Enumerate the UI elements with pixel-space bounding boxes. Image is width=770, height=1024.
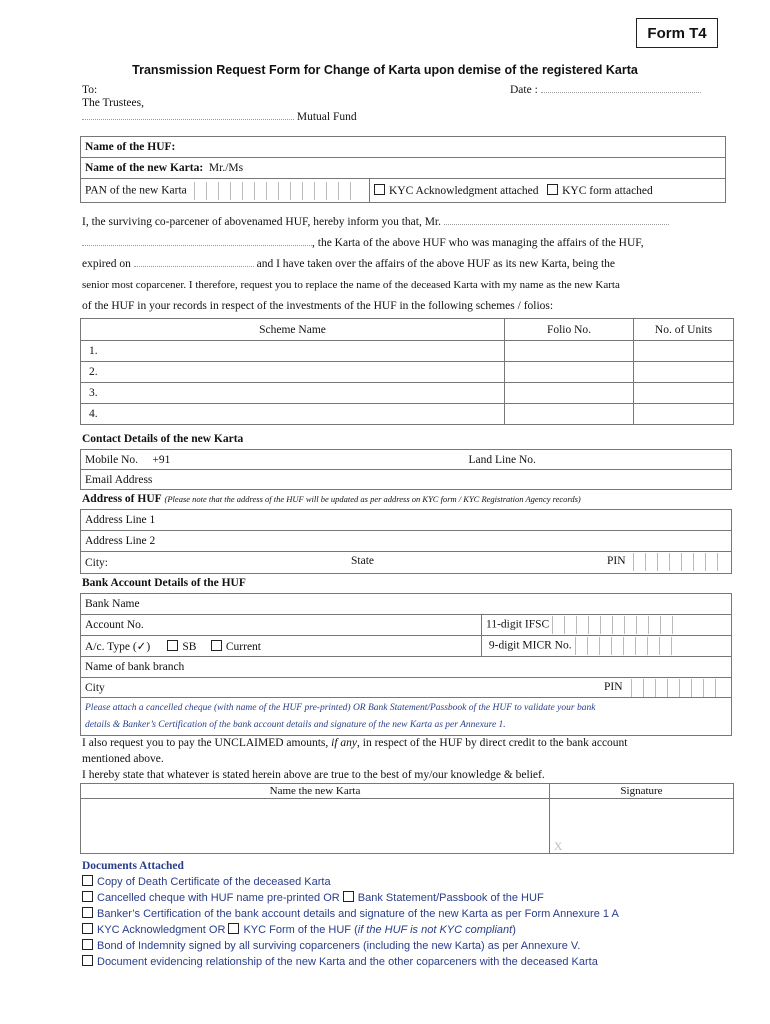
deceased-name-input-2[interactable]: [82, 245, 312, 246]
ac-type-label: A/c. Type (✓): [85, 641, 151, 653]
request-text-1b: , in respect of the HUF by direct credit to the bank account: [357, 737, 628, 749]
folio-cell[interactable]: [505, 341, 634, 362]
address-table: [80, 509, 732, 574]
bank-heading: Bank Account Details of the HUF: [82, 577, 246, 589]
branch-cell[interactable]: [81, 657, 732, 678]
city-label: City:: [85, 556, 109, 569]
email-label: Email Address: [85, 473, 153, 486]
new-karta-label: Name of the new Karta:: [85, 162, 204, 174]
micr-boxes[interactable]: [575, 637, 683, 655]
declaration-text-1: I, the surviving co-parcener of abovenamed HUF, hereby inform you that, Mr.: [82, 216, 441, 228]
pin-boxes[interactable]: [633, 553, 729, 571]
doc-checkbox[interactable]: [82, 923, 93, 934]
documents-section: [82, 858, 742, 970]
kyc-options-cell: [370, 179, 726, 203]
doc-label: KYC Acknowledgment OR: [97, 924, 226, 936]
scheme-row-number: 4.: [81, 404, 505, 425]
declaration-line-3: [82, 258, 615, 270]
signature-table: [80, 783, 734, 854]
address-note: (Please note that the address of the HUF will be updated as per address on KYC form / KYC Registration Agency records): [164, 494, 581, 504]
address-heading: Address of HUF: [82, 493, 162, 505]
doc-checkbox-alt[interactable]: [343, 891, 354, 902]
account-no-label: Account No.: [85, 619, 144, 631]
units-cell[interactable]: [634, 341, 734, 362]
bank-city-cell[interactable]: [81, 678, 732, 698]
mobile-code: +91: [152, 453, 171, 466]
document-item: [82, 922, 742, 938]
kyc-form-label: KYC form attached: [562, 185, 653, 197]
doc-label-end: ): [512, 924, 516, 936]
folio-header: Folio No.: [505, 319, 634, 341]
bank-city-label: City: [85, 681, 105, 694]
document-item: [82, 874, 742, 890]
document-item: [82, 954, 742, 970]
doc-label: Cancelled cheque with HUF name pre-printed OR: [97, 892, 340, 904]
request-text-1-em: if any: [331, 737, 358, 749]
document-item: [82, 906, 742, 922]
units-cell[interactable]: [634, 383, 734, 404]
doc-label: Document evidencing relationship of the new Karta and the other coparceners with the deceased Karta: [97, 956, 598, 968]
expired-date-input[interactable]: [134, 266, 254, 267]
address-line-2-cell[interactable]: [81, 531, 732, 552]
deceased-name-input[interactable]: [444, 224, 669, 225]
micr-label: 9-digit MICR No.: [488, 639, 572, 652]
scheme-row-number: 1.: [81, 341, 505, 362]
doc-checkbox[interactable]: [82, 955, 93, 966]
mutual-fund-label: Mutual Fund: [296, 111, 357, 123]
current-label: Current: [225, 641, 261, 653]
documents-heading: Documents Attached: [82, 860, 184, 872]
huf-name-cell[interactable]: [81, 137, 726, 158]
contact-heading: Contact Details of the new Karta: [82, 433, 244, 445]
form-title: Transmission Request Form for Change of Karta upon demise of the registered Karta: [132, 63, 638, 77]
request-line-3: I hereby state that whatever is stated herein above are true to the best of my/our knowledge & belief.: [82, 769, 545, 781]
bank-note-1: Please attach a cancelled cheque (with name of the HUF pre-printed) OR Bank Statement/Passbook of the HUF to validate your bank: [85, 702, 596, 713]
schemes-table: [80, 318, 734, 425]
kyc-ack-checkbox[interactable]: [374, 184, 385, 195]
branch-label: Name of bank branch: [85, 661, 185, 673]
declaration-text-2: , the Karta of the above HUF who was managing the affairs of the HUF,: [312, 237, 644, 249]
new-karta-cell[interactable]: [81, 158, 726, 179]
document-item: [82, 890, 742, 906]
units-header: No. of Units: [634, 319, 734, 341]
scheme-row[interactable]: [81, 404, 734, 425]
doc-label: Bond of Indemnity signed by all surviving coparceners (including the new Karta) as per Annexure V.: [97, 940, 581, 952]
date-label: Date :: [510, 84, 538, 96]
address-line-1-cell[interactable]: [81, 510, 732, 531]
doc-checkbox[interactable]: [82, 891, 93, 902]
current-checkbox[interactable]: [211, 640, 222, 651]
doc-checkbox-alt[interactable]: [228, 923, 239, 934]
pin-label: PIN: [607, 555, 626, 567]
bank-pin-label: PIN: [604, 681, 623, 693]
declaration-line-1: [82, 216, 669, 228]
signature-header: Signature: [550, 784, 734, 799]
request-text-1a: I also request you to pay the UNCLAIMED amounts,: [82, 737, 329, 749]
doc-label-alt: Bank Statement/Passbook of the HUF: [357, 892, 544, 904]
document-item: [82, 938, 742, 954]
city-state-pin-cell[interactable]: [81, 552, 732, 574]
declaration-line-2: [82, 237, 644, 249]
to-label: To:: [82, 84, 98, 96]
bank-name-cell[interactable]: [81, 594, 732, 615]
scheme-row[interactable]: [81, 383, 734, 404]
kyc-form-checkbox[interactable]: [547, 184, 558, 195]
date-field[interactable]: [510, 84, 701, 96]
landline-label: Land Line No.: [468, 453, 536, 466]
doc-label-em: if the HUF is not KYC compliant: [357, 924, 513, 936]
doc-checkbox[interactable]: [82, 875, 93, 886]
request-line-2: mentioned above.: [82, 753, 164, 765]
karta-name-input[interactable]: [81, 799, 550, 854]
address-heading-row: [82, 493, 581, 505]
huf-details-table: [80, 136, 726, 203]
folio-cell[interactable]: [505, 383, 634, 404]
new-karta-prefix: Mr./Ms: [208, 162, 244, 174]
date-input[interactable]: [541, 92, 701, 93]
sb-label: SB: [182, 641, 197, 653]
pan-label: PAN of the new Karta: [85, 184, 187, 197]
trustees-label: The Trustees,: [82, 97, 144, 109]
doc-checkbox[interactable]: [82, 939, 93, 950]
mobile-label: Mobile No.: [85, 453, 139, 466]
signature-mark: X: [554, 841, 563, 853]
folio-cell[interactable]: [505, 404, 634, 425]
bank-name-label: Bank Name: [85, 598, 140, 610]
units-cell[interactable]: [634, 362, 734, 383]
scheme-row[interactable]: [81, 341, 734, 362]
kyc-ack-label: KYC Acknowledgment attached: [389, 185, 539, 197]
ifsc-boxes[interactable]: [552, 616, 684, 634]
bank-note-2: details & Banker’s Certification of the bank account details and signature of the new Karta as per Annexure 1.: [85, 719, 506, 730]
folio-cell[interactable]: [505, 362, 634, 383]
form-badge: Form T4: [636, 18, 718, 48]
mutual-fund-input[interactable]: [82, 119, 294, 120]
request-line-1: [82, 737, 628, 749]
doc-checkbox[interactable]: [82, 907, 93, 918]
huf-name-label: Name of the HUF:: [85, 141, 176, 153]
signature-box[interactable]: [550, 799, 734, 854]
ifsc-label: 11-digit IFSC: [486, 618, 550, 631]
bank-table: [80, 593, 732, 736]
bank-note-cell: [81, 698, 732, 736]
mobile-cell[interactable]: [81, 450, 732, 470]
doc-label: Banker’s Certification of the bank account details and signature of the new Karta as per Form Annexure 1 A: [97, 908, 619, 920]
declaration-line-5: of the HUF in your records in respect of the investments of the HUF in the following schemes / folios:: [82, 300, 554, 312]
scheme-row-number: 3.: [81, 383, 505, 404]
sb-checkbox[interactable]: [167, 640, 178, 651]
account-no-cell[interactable]: [81, 615, 482, 636]
declaration-text-3: and I have taken over the affairs of the above HUF as its new Karta, being the: [256, 258, 616, 270]
bank-pin-boxes[interactable]: [631, 679, 727, 697]
pan-boxes[interactable]: [194, 182, 362, 200]
units-cell[interactable]: [634, 404, 734, 425]
ifsc-cell[interactable]: [482, 615, 732, 636]
address-line-1-label: Address Line 1: [85, 514, 156, 526]
state-label: State: [351, 555, 374, 567]
micr-cell[interactable]: [482, 636, 732, 657]
email-cell[interactable]: [81, 470, 732, 490]
scheme-name-header: Scheme Name: [81, 319, 505, 341]
declaration-line-4: senior most coparcener. I therefore, request you to replace the name of the deceased Karta with my name as the new Karta: [82, 279, 620, 291]
scheme-row-number: 2.: [81, 362, 505, 383]
address-line-2-label: Address Line 2: [85, 535, 156, 547]
doc-label: Copy of Death Certificate of the deceased Karta: [97, 876, 331, 888]
doc-label-alt: KYC Form of the HUF (: [243, 924, 358, 936]
contact-table: [80, 449, 732, 490]
expired-on-label: expired on: [82, 258, 131, 270]
pan-cell[interactable]: [81, 179, 370, 203]
mutual-fund-line[interactable]: [82, 111, 357, 123]
ac-type-cell: [81, 636, 482, 657]
karta-name-header: Name the new Karta: [81, 784, 550, 799]
scheme-row[interactable]: [81, 362, 734, 383]
